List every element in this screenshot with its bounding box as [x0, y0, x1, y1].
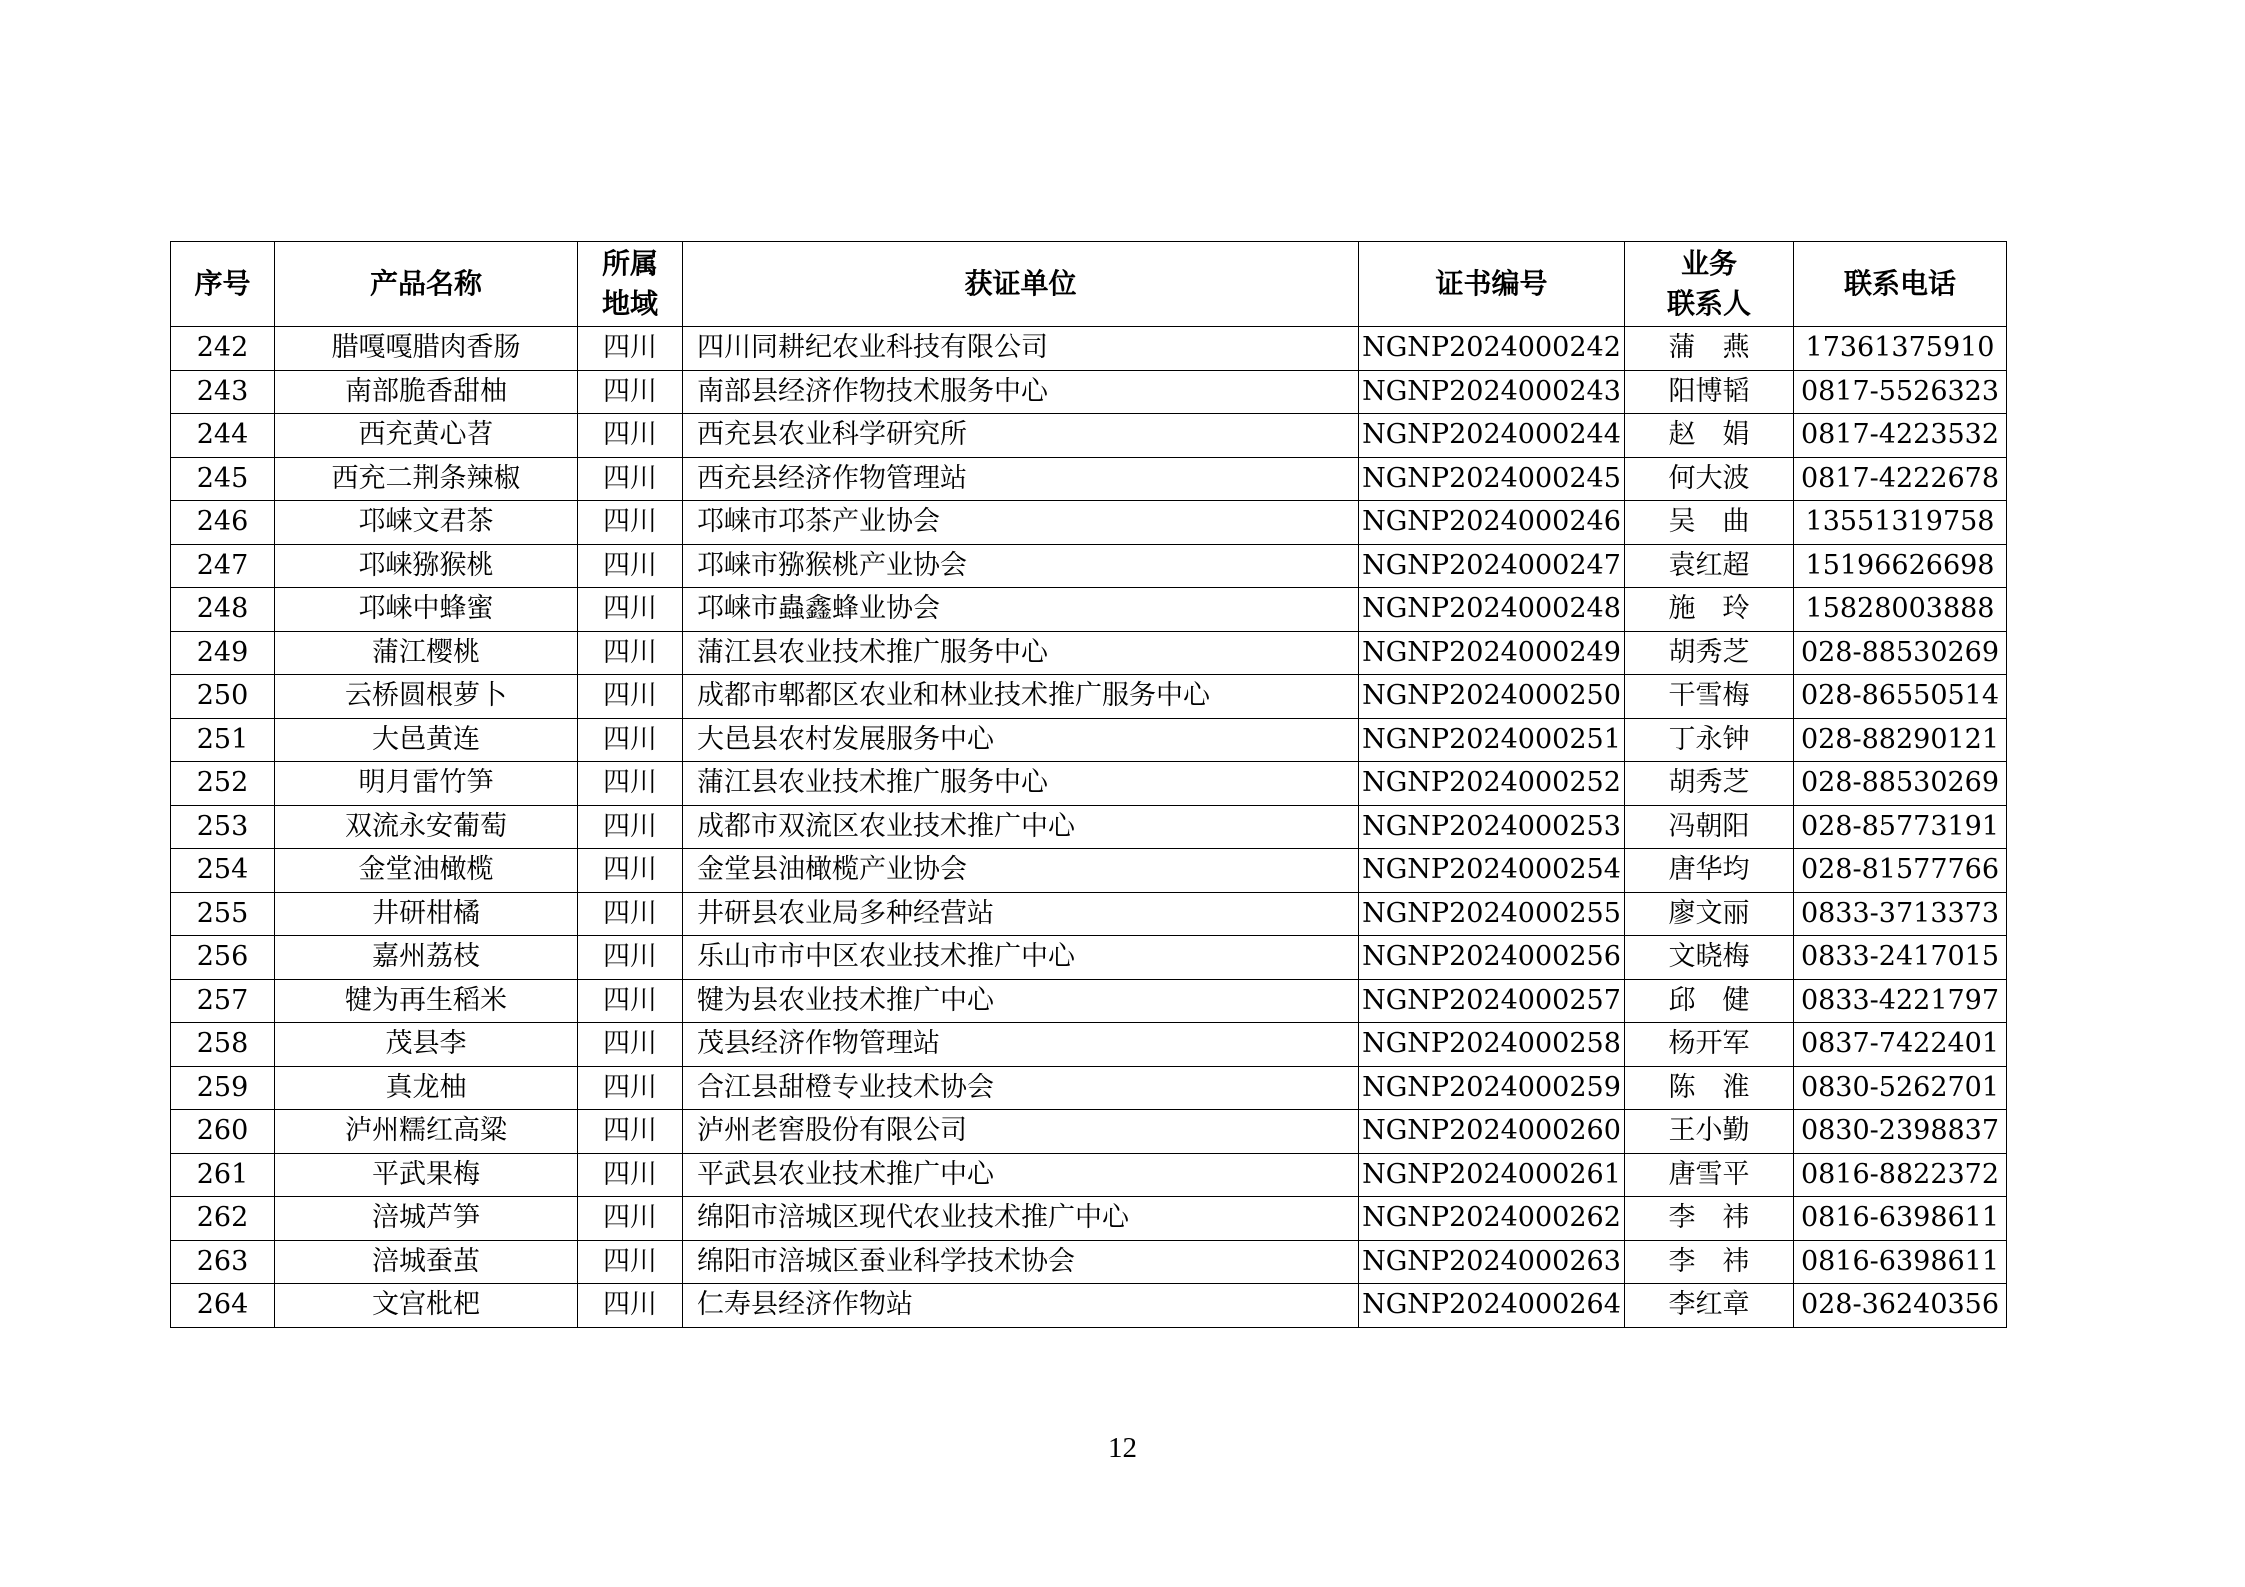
table-row: [171, 1153, 2007, 1197]
table-header-row: [171, 242, 2007, 327]
cell-phone: 15828003888: [1794, 588, 2007, 632]
cell-unit: 邛崃市邛茶产业协会: [683, 501, 1359, 545]
cell-product: 井研柑橘: [275, 892, 578, 936]
cell-cert: NGNP2024000260: [1359, 1110, 1625, 1154]
cell-contact: 廖文丽: [1625, 892, 1794, 936]
cell-unit: 乐山市市中区农业技术推广中心: [683, 936, 1359, 980]
cell-seq: 261: [171, 1153, 275, 1197]
cell-cert: NGNP2024000259: [1359, 1066, 1625, 1110]
table-row: [171, 762, 2007, 806]
cell-product: 平武果梅: [275, 1153, 578, 1197]
cell-region: 四川: [578, 501, 683, 545]
cell-seq: 252: [171, 762, 275, 806]
cell-phone: 15196626698: [1794, 544, 2007, 588]
cell-cert: NGNP2024000255: [1359, 892, 1625, 936]
table-row: [171, 457, 2007, 501]
header-product: 产品名称: [275, 242, 578, 327]
cell-product: 邛崃猕猴桃: [275, 544, 578, 588]
cell-cert: NGNP2024000248: [1359, 588, 1625, 632]
cell-seq: 264: [171, 1284, 275, 1328]
cell-unit: 茂县经济作物管理站: [683, 1023, 1359, 1067]
cell-product: 大邑黄连: [275, 718, 578, 762]
cell-cert: NGNP2024000245: [1359, 457, 1625, 501]
cell-phone: 0816-6398611: [1794, 1197, 2007, 1241]
cell-product: 犍为再生稻米: [275, 979, 578, 1023]
cell-seq: 246: [171, 501, 275, 545]
cell-seq: 250: [171, 675, 275, 719]
cell-phone: 0817-4222678: [1794, 457, 2007, 501]
cell-contact: 陈 淮: [1625, 1066, 1794, 1110]
cell-phone: 0816-8822372: [1794, 1153, 2007, 1197]
cell-product: 西充二荆条辣椒: [275, 457, 578, 501]
cell-unit: 西充县农业科学研究所: [683, 414, 1359, 458]
cell-seq: 259: [171, 1066, 275, 1110]
cell-region: 四川: [578, 936, 683, 980]
cell-phone: 0833-2417015: [1794, 936, 2007, 980]
cell-region: 四川: [578, 762, 683, 806]
cell-region: 四川: [578, 370, 683, 414]
cell-contact: 何大波: [1625, 457, 1794, 501]
cell-region: 四川: [578, 805, 683, 849]
cell-unit: 南部县经济作物技术服务中心: [683, 370, 1359, 414]
cell-cert: NGNP2024000264: [1359, 1284, 1625, 1328]
cell-region: 四川: [578, 1066, 683, 1110]
cell-product: 西充黄心苕: [275, 414, 578, 458]
table-row: [171, 892, 2007, 936]
cell-cert: NGNP2024000243: [1359, 370, 1625, 414]
table-row: [171, 1110, 2007, 1154]
cell-seq: 248: [171, 588, 275, 632]
page-number: 12: [1108, 1432, 1137, 1464]
table-row: [171, 544, 2007, 588]
cell-unit: 成都市郫都区农业和林业技术推广服务中心: [683, 675, 1359, 719]
cell-phone: 0833-4221797: [1794, 979, 2007, 1023]
table-row: [171, 370, 2007, 414]
cell-product: 金堂油橄榄: [275, 849, 578, 893]
cell-product: 邛崃中蜂蜜: [275, 588, 578, 632]
cell-phone: 13551319758: [1794, 501, 2007, 545]
cell-region: 四川: [578, 588, 683, 632]
cell-seq: 253: [171, 805, 275, 849]
cell-region: 四川: [578, 1240, 683, 1284]
cell-product: 云桥圆根萝卜: [275, 675, 578, 719]
cell-unit: 合江县甜橙专业技术协会: [683, 1066, 1359, 1110]
cell-product: 茂县李: [275, 1023, 578, 1067]
cell-region: 四川: [578, 979, 683, 1023]
cell-cert: NGNP2024000246: [1359, 501, 1625, 545]
table-row: [171, 588, 2007, 632]
cell-contact: 唐雪平: [1625, 1153, 1794, 1197]
table-row: [171, 414, 2007, 458]
cell-region: 四川: [578, 457, 683, 501]
header-contact-line2: 联系人: [1666, 287, 1751, 320]
cell-product: 蒲江樱桃: [275, 631, 578, 675]
cell-cert: NGNP2024000251: [1359, 718, 1625, 762]
cell-seq: 258: [171, 1023, 275, 1067]
cell-phone: 028-88530269: [1794, 762, 2007, 806]
cell-contact: 袁红超: [1625, 544, 1794, 588]
cell-region: 四川: [578, 327, 683, 371]
table-row: [171, 327, 2007, 371]
cell-region: 四川: [578, 1153, 683, 1197]
cell-contact: 唐华均: [1625, 849, 1794, 893]
header-region-line2: 地域: [601, 287, 658, 320]
table-row: [171, 849, 2007, 893]
table-row: [171, 675, 2007, 719]
cell-unit: 犍为县农业技术推广中心: [683, 979, 1359, 1023]
cell-contact: 丁永钟: [1625, 718, 1794, 762]
header-contact: [1625, 242, 1794, 327]
cell-unit: 泸州老窖股份有限公司: [683, 1110, 1359, 1154]
cell-cert: NGNP2024000247: [1359, 544, 1625, 588]
cell-cert: NGNP2024000257: [1359, 979, 1625, 1023]
cell-product: 文宫枇杷: [275, 1284, 578, 1328]
cell-contact: 杨开军: [1625, 1023, 1794, 1067]
table-row: [171, 1284, 2007, 1328]
cell-region: 四川: [578, 1110, 683, 1154]
cell-seq: 249: [171, 631, 275, 675]
cell-phone: 0817-5526323: [1794, 370, 2007, 414]
table-row: [171, 631, 2007, 675]
cell-contact: 文晓梅: [1625, 936, 1794, 980]
table-row: [171, 1240, 2007, 1284]
header-cert: 证书编号: [1359, 242, 1625, 327]
cell-seq: 255: [171, 892, 275, 936]
cell-phone: 028-36240356: [1794, 1284, 2007, 1328]
header-contact-line1: 业务: [1680, 247, 1737, 280]
cell-unit: 邛崃市猕猴桃产业协会: [683, 544, 1359, 588]
cell-phone: 028-85773191: [1794, 805, 2007, 849]
table-row: [171, 805, 2007, 849]
cell-seq: 260: [171, 1110, 275, 1154]
cell-cert: NGNP2024000250: [1359, 675, 1625, 719]
cell-region: 四川: [578, 631, 683, 675]
cell-unit: 四川同耕纪农业科技有限公司: [683, 327, 1359, 371]
cell-product: 明月雷竹笋: [275, 762, 578, 806]
table-row: [171, 936, 2007, 980]
cell-unit: 邛崃市蟲鑫蜂业协会: [683, 588, 1359, 632]
cell-seq: 243: [171, 370, 275, 414]
cell-unit: 绵阳市涪城区现代农业技术推广中心: [683, 1197, 1359, 1241]
cell-cert: NGNP2024000262: [1359, 1197, 1625, 1241]
header-unit: 获证单位: [683, 242, 1359, 327]
cell-cert: NGNP2024000254: [1359, 849, 1625, 893]
cell-phone: 0817-4223532: [1794, 414, 2007, 458]
table-row: [171, 1066, 2007, 1110]
cell-seq: 256: [171, 936, 275, 980]
cell-seq: 247: [171, 544, 275, 588]
table-row: [171, 718, 2007, 762]
table-row: [171, 1197, 2007, 1241]
cell-cert: NGNP2024000249: [1359, 631, 1625, 675]
cell-product: 涪城芦笋: [275, 1197, 578, 1241]
cell-contact: 蒲 燕: [1625, 327, 1794, 371]
cell-product: 腊嘎嘎腊肉香肠: [275, 327, 578, 371]
cell-phone: 028-81577766: [1794, 849, 2007, 893]
cell-product: 真龙柚: [275, 1066, 578, 1110]
cell-unit: 蒲江县农业技术推广服务中心: [683, 631, 1359, 675]
cell-region: 四川: [578, 414, 683, 458]
cell-contact: 赵 娟: [1625, 414, 1794, 458]
cell-contact: 胡秀芝: [1625, 631, 1794, 675]
cell-product: 嘉州荔枝: [275, 936, 578, 980]
cell-cert: NGNP2024000256: [1359, 936, 1625, 980]
cell-cert: NGNP2024000252: [1359, 762, 1625, 806]
certificate-table: [170, 241, 2007, 1328]
cell-region: 四川: [578, 544, 683, 588]
cell-product: 涪城蚕茧: [275, 1240, 578, 1284]
cell-seq: 244: [171, 414, 275, 458]
header-seq: 序号: [171, 242, 275, 327]
cell-phone: 028-86550514: [1794, 675, 2007, 719]
cell-phone: 0816-6398611: [1794, 1240, 2007, 1284]
table-body: [171, 327, 2007, 1328]
cell-unit: 金堂县油橄榄产业协会: [683, 849, 1359, 893]
cell-seq: 263: [171, 1240, 275, 1284]
cell-unit: 井研县农业局多种经营站: [683, 892, 1359, 936]
cell-region: 四川: [578, 718, 683, 762]
cell-phone: 028-88530269: [1794, 631, 2007, 675]
cell-unit: 仁寿县经济作物站: [683, 1284, 1359, 1328]
cell-phone: 17361375910: [1794, 327, 2007, 371]
cell-contact: 施 玲: [1625, 588, 1794, 632]
cell-contact: 李 祎: [1625, 1197, 1794, 1241]
cell-cert: NGNP2024000244: [1359, 414, 1625, 458]
table-row: [171, 501, 2007, 545]
cell-region: 四川: [578, 849, 683, 893]
cell-region: 四川: [578, 1023, 683, 1067]
header-phone: 联系电话: [1794, 242, 2007, 327]
cell-phone: 0830-5262701: [1794, 1066, 2007, 1110]
cell-seq: 254: [171, 849, 275, 893]
cell-cert: NGNP2024000258: [1359, 1023, 1625, 1067]
cell-unit: 大邑县农村发展服务中心: [683, 718, 1359, 762]
cell-seq: 242: [171, 327, 275, 371]
cell-contact: 冯朝阳: [1625, 805, 1794, 849]
header-region-line1: 所属: [601, 247, 658, 280]
cell-product: 邛崃文君茶: [275, 501, 578, 545]
cell-unit: 绵阳市涪城区蚕业科学技术协会: [683, 1240, 1359, 1284]
cell-cert: NGNP2024000263: [1359, 1240, 1625, 1284]
cell-seq: 257: [171, 979, 275, 1023]
cell-phone: 028-88290121: [1794, 718, 2007, 762]
cell-region: 四川: [578, 892, 683, 936]
table-row: [171, 979, 2007, 1023]
cell-seq: 262: [171, 1197, 275, 1241]
cell-contact: 李 祎: [1625, 1240, 1794, 1284]
cell-unit: 西充县经济作物管理站: [683, 457, 1359, 501]
cell-contact: 王小勤: [1625, 1110, 1794, 1154]
cell-contact: 胡秀芝: [1625, 762, 1794, 806]
cell-contact: 阳博韬: [1625, 370, 1794, 414]
cell-region: 四川: [578, 1197, 683, 1241]
cell-region: 四川: [578, 675, 683, 719]
cell-product: 双流永安葡萄: [275, 805, 578, 849]
cell-contact: 邱 健: [1625, 979, 1794, 1023]
cell-contact: 吴 曲: [1625, 501, 1794, 545]
cell-product: 泸州糯红高粱: [275, 1110, 578, 1154]
cell-phone: 0837-7422401: [1794, 1023, 2007, 1067]
cell-contact: 李红章: [1625, 1284, 1794, 1328]
cell-cert: NGNP2024000261: [1359, 1153, 1625, 1197]
cell-cert: NGNP2024000242: [1359, 327, 1625, 371]
table-row: [171, 1023, 2007, 1067]
cell-product: 南部脆香甜柚: [275, 370, 578, 414]
cell-unit: 蒲江县农业技术推广服务中心: [683, 762, 1359, 806]
cell-seq: 245: [171, 457, 275, 501]
cell-region: 四川: [578, 1284, 683, 1328]
cell-phone: 0833-3713373: [1794, 892, 2007, 936]
cell-contact: 干雪梅: [1625, 675, 1794, 719]
cell-unit: 平武县农业技术推广中心: [683, 1153, 1359, 1197]
cell-unit: 成都市双流区农业技术推广中心: [683, 805, 1359, 849]
cell-cert: NGNP2024000253: [1359, 805, 1625, 849]
cell-seq: 251: [171, 718, 275, 762]
header-region: [578, 242, 683, 327]
cell-phone: 0830-2398837: [1794, 1110, 2007, 1154]
